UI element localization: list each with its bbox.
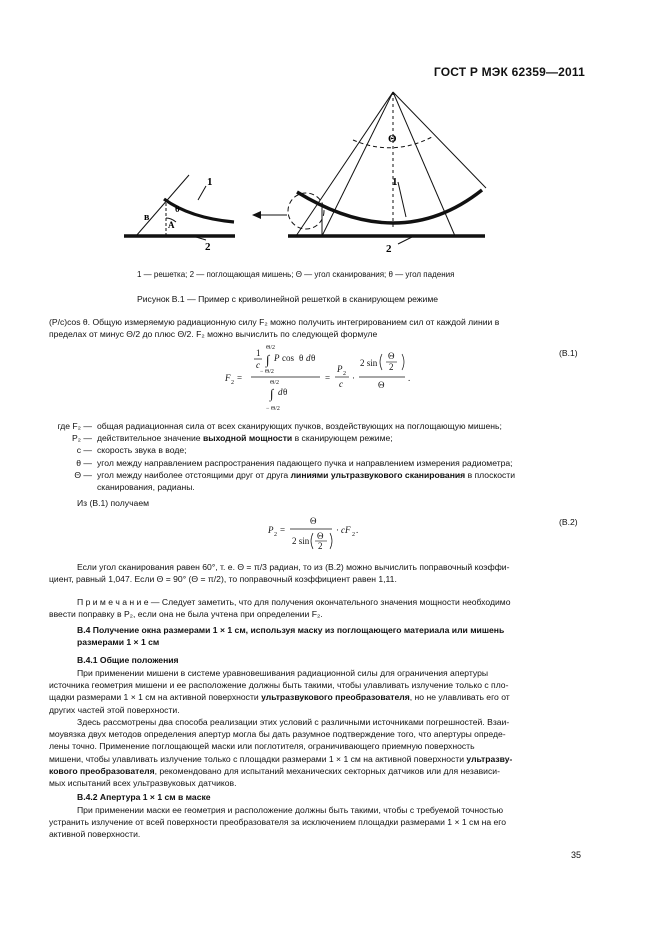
- svg-text:∫: ∫: [266, 352, 270, 367]
- section-b42-heading: В.4.2 Апертура 1 × 1 см в маске: [77, 792, 211, 802]
- b41-p2-line3: лены точно. Применение поглощающей маски или поглотителя, ограничивающего приемную поверхность: [49, 741, 475, 752]
- label-1-right: 1: [392, 176, 398, 188]
- section-b4-heading-cont: размерами 1 × 1 см: [77, 637, 160, 648]
- definition-row: [49, 457, 584, 469]
- definition-symbol: где F₂ —: [57, 421, 92, 431]
- left-label1-leader: [198, 186, 206, 200]
- figure-legend: 1 — решетка; 2 — поглощающая мишень; Θ — угол сканирования; θ — угол падения: [137, 270, 455, 279]
- svg-text:cos: cos: [282, 353, 294, 363]
- b41-p2-line1: Здесь рассмотрены два способа реализации этих условий с различными источниками погрешностей. Взаи-: [77, 717, 510, 727]
- figure-caption: Рисунок В.1 — Пример с криволинейной решеткой в сканирующем режиме: [137, 294, 439, 304]
- equation-b2-number: (В.2): [559, 517, 578, 527]
- b41-p2-line5: кового преобразователя, рекомендовано для испытаний механических секторных датчиков или для независи-: [49, 765, 500, 776]
- b41-p1-line1: При применении мишени в системе уравновешивания радиационной силы для ограничения апертуры: [77, 668, 489, 678]
- label-2-right: 2: [386, 243, 392, 255]
- svg-text:=: =: [280, 525, 286, 535]
- standard-header: ГОСТ Р МЭК 62359—2011: [433, 65, 585, 79]
- para1-line2: пределах от минус Θ/2 до плюс Θ/2. F₂ можно вычислить по следующей формуле: [49, 329, 378, 340]
- page-number: 35: [571, 850, 582, 860]
- definition-row: [49, 444, 584, 456]
- definition-row: [49, 432, 584, 444]
- svg-text:2: 2: [343, 371, 346, 377]
- section-b4-heading: В.4 Получение окна размерами 1 × 1 см, используя маску из поглощающего материала или мишень: [77, 625, 505, 635]
- right-label1-leader: [398, 182, 406, 217]
- svg-text:P: P: [337, 364, 343, 374]
- direction-arrow-head: [252, 211, 261, 219]
- svg-text:2: 2: [318, 541, 323, 551]
- equation-b1-number: (В.1): [559, 348, 578, 358]
- svg-text:c: c: [339, 379, 343, 389]
- label-theta: Θ: [388, 133, 397, 145]
- svg-text:Θ/2: Θ/2: [266, 345, 275, 351]
- b42-line3: активной поверхности.: [49, 829, 141, 840]
- right-label2-leader: [398, 237, 412, 244]
- b41-p1-line2: источника геометрия мишени и ее расположение должны быть такими, чтобы улавливать излучение только с пло-: [49, 680, 509, 691]
- svg-text:2: 2: [274, 532, 277, 538]
- label-1-left: 1: [207, 176, 213, 188]
- label-b: в: [144, 212, 150, 223]
- b41-p1-line4: других частей этой поверхности.: [49, 704, 180, 715]
- b42-line1: При применении маски ее геометрия и расположение должны быть такими, чтобы с требуемой точностью: [77, 805, 504, 815]
- svg-text:θ: θ: [299, 353, 304, 363]
- b41-p2-line4: мишени, чтобы улавливать излучение только с площадки размерами 1 × 1 см на активной поверхности ультразву-: [49, 753, 513, 764]
- equation-b2: [268, 513, 378, 555]
- definition-row: [49, 469, 584, 481]
- b41-p2-line2: моувязка двух методов определения апертур могла бы дать разумное подтверждение того, что апертуры опреде-: [49, 729, 506, 740]
- svg-text:2 sin: 2 sin: [360, 358, 378, 368]
- definition-text: действительное значение выходной мощности в сканирующем режиме;: [97, 433, 393, 444]
- svg-text:2: 2: [231, 380, 234, 386]
- svg-text:.: .: [356, 525, 359, 535]
- definition-text: угол между наиболее отстоящими друг от друга линиями ультразвукового сканирования в плоскости: [97, 469, 516, 480]
- label-small-theta: θ: [175, 204, 180, 214]
- b42-line2: устранить излучение от всей поверхности преобразователя за исключением площадки размерами 1 × 1 см на его: [49, 817, 507, 828]
- svg-text:− Θ/2: − Θ/2: [260, 369, 274, 375]
- from-equation-text: Из (В.1) получаем: [77, 498, 150, 508]
- svg-text:·: ·: [352, 373, 355, 383]
- label-a: А: [168, 220, 175, 230]
- definition-continuation: сканирования, радианы.: [97, 481, 195, 492]
- svg-text:d: d: [278, 387, 283, 397]
- b41-p1-line3: щадки размерами 1 × 1 см на активной поверхности ультразвукового преобразователя, но не улавливать его от: [49, 692, 510, 703]
- section-b41-heading: В.4.1 Общие положения: [77, 655, 179, 665]
- svg-text:d: d: [306, 353, 311, 363]
- note-line2: ввести поправку в P₂, если она не была учтена при определении F₂.: [49, 609, 323, 620]
- svg-text:Θ/2: Θ/2: [270, 380, 279, 386]
- beam-right-inner: [393, 92, 455, 236]
- svg-text:1: 1: [256, 348, 261, 358]
- note-line1: П р и м е ч а н и е — Следует заметить, что для получения окончательного значения мощности необходимо: [77, 597, 511, 607]
- label-2-left: 2: [205, 241, 211, 253]
- definition-text: скорость звука в воде;: [97, 445, 187, 456]
- svg-text:θ: θ: [311, 353, 316, 363]
- svg-text:Θ: Θ: [378, 380, 385, 390]
- svg-text:Θ: Θ: [310, 516, 317, 526]
- definitions-list: [49, 420, 584, 493]
- svg-text:·: ·: [336, 525, 339, 535]
- definition-text: угол между направлением распространения падающего пучка и направлением измерения радиометра;: [97, 457, 513, 468]
- definition-symbol: θ —: [76, 457, 92, 468]
- svg-text:θ: θ: [283, 387, 288, 397]
- svg-text:=: =: [325, 373, 331, 383]
- beam-right-outer: [393, 92, 486, 188]
- b41-p2-line6: мых испытаний всех ультразвуковых датчиков.: [49, 778, 237, 789]
- definition-symbol: c —: [76, 445, 92, 456]
- right-curved-array: [297, 190, 482, 223]
- svg-text:− Θ/2: − Θ/2: [266, 406, 280, 412]
- svg-text:P: P: [268, 525, 274, 535]
- svg-text:.: .: [408, 373, 411, 383]
- left-beam-line: [136, 175, 189, 236]
- svg-text:c: c: [256, 360, 260, 370]
- equation-b1: [225, 342, 425, 414]
- svg-text:F: F: [225, 373, 231, 383]
- figure-b1: [110, 85, 510, 260]
- svg-text:2 sin: 2 sin: [292, 536, 310, 546]
- para1-line1: (P/c)cos θ. Общую измеряемую радиационную силу F₂ можно получить интегрированием сил от каждой линии в: [49, 317, 500, 327]
- definition-text: общая радиационная сила от всех сканирующих пучков, воздействующих на поглощающую мишень;: [97, 421, 502, 431]
- svg-text:cF: cF: [341, 525, 351, 535]
- svg-text:Θ: Θ: [317, 531, 324, 541]
- svg-text:2: 2: [352, 532, 355, 538]
- definition-symbol: Θ —: [74, 469, 92, 480]
- para2-line2: циент, равный 1,047. Если Θ = 90° (Θ = π/2), то поправочный коэффициент равен 1,11.: [49, 574, 397, 585]
- svg-text:P: P: [274, 353, 280, 363]
- definition-row: [49, 420, 584, 432]
- svg-text:=: =: [237, 373, 243, 383]
- svg-text:2: 2: [389, 362, 394, 372]
- beam-left-inner: [322, 92, 393, 236]
- para2-line1: Если угол сканирования равен 60°, т. е. Θ = π/3 радиан, то из (В.2) можно вычислить поправочный коэффи-: [77, 562, 510, 572]
- definition-symbol: P₂ —: [71, 433, 92, 444]
- svg-text:Θ: Θ: [388, 351, 395, 361]
- svg-text:∫: ∫: [270, 386, 274, 401]
